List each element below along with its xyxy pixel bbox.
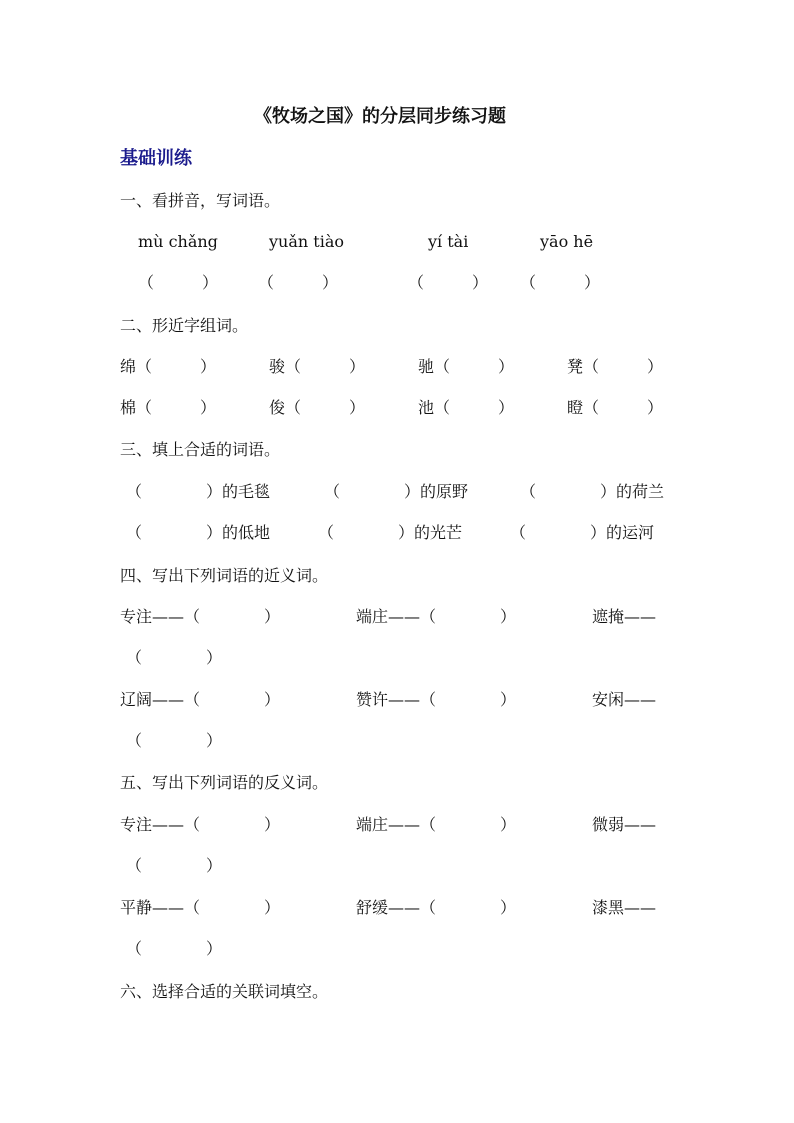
q2-item[interactable]: 池（ ） bbox=[418, 398, 515, 417]
q3-item[interactable]: （ ）的运河 bbox=[510, 523, 655, 542]
q4-item[interactable]: （ ） bbox=[126, 731, 223, 750]
q1-blank-4[interactable]: （ ） bbox=[520, 273, 601, 292]
q5-item[interactable]: 舒缓——（ ） bbox=[356, 898, 517, 917]
q5-item: 漆黑—— bbox=[592, 898, 657, 917]
q5-item[interactable]: 端庄——（ ） bbox=[356, 815, 517, 834]
q1-blank-1[interactable]: （ ） bbox=[138, 273, 219, 292]
q2-item[interactable]: 瞪（ ） bbox=[567, 398, 664, 417]
q2-heading: 二、形近字组词。 bbox=[120, 316, 249, 335]
q2-item[interactable]: 凳（ ） bbox=[567, 357, 664, 376]
q2-item[interactable]: 绵（ ） bbox=[120, 357, 217, 376]
q5-item: 微弱—— bbox=[592, 815, 657, 834]
q5-item[interactable]: 专注——（ ） bbox=[120, 815, 281, 834]
q4-item[interactable]: （ ） bbox=[126, 648, 223, 667]
q3-item[interactable]: （ ）的原野 bbox=[324, 482, 469, 501]
q4-item[interactable]: 赞许——（ ） bbox=[356, 690, 517, 709]
q1-pinyin-3: yí tài bbox=[428, 232, 469, 251]
q2-item[interactable]: 骏（ ） bbox=[269, 357, 366, 376]
q3-item[interactable]: （ ）的荷兰 bbox=[520, 482, 665, 501]
q5-item[interactable]: 平静——（ ） bbox=[120, 898, 281, 917]
q5-item[interactable]: （ ） bbox=[126, 939, 223, 958]
q1-blank-2[interactable]: （ ） bbox=[258, 273, 339, 292]
q3-heading: 三、填上合适的词语。 bbox=[120, 440, 281, 459]
q4-item[interactable]: 专注——（ ） bbox=[120, 607, 281, 626]
q1-pinyin-4: yāo hē bbox=[540, 232, 594, 251]
q3-item[interactable]: （ ）的低地 bbox=[126, 523, 271, 542]
section-heading: 基础训练 bbox=[120, 148, 192, 169]
q4-item[interactable]: 辽阔——（ ） bbox=[120, 690, 281, 709]
q1-pinyin-1: mù chǎng bbox=[138, 232, 218, 251]
q4-item[interactable]: 端庄——（ ） bbox=[356, 607, 517, 626]
q2-item[interactable]: 驰（ ） bbox=[418, 357, 515, 376]
q4-item: 遮掩—— bbox=[592, 607, 657, 626]
page-title: 《牧场之国》的分层同步练习题 bbox=[254, 106, 506, 127]
q5-item[interactable]: （ ） bbox=[126, 856, 223, 875]
q4-item: 安闲—— bbox=[592, 690, 657, 709]
q6-heading: 六、选择合适的关联词填空。 bbox=[120, 982, 329, 1001]
q2-item[interactable]: 俊（ ） bbox=[269, 398, 366, 417]
q3-item[interactable]: （ ）的毛毯 bbox=[126, 482, 271, 501]
q1-heading: 一、看拼音，写词语。 bbox=[120, 191, 281, 210]
q5-heading: 五、写出下列词语的反义词。 bbox=[120, 773, 329, 792]
q2-item[interactable]: 棉（ ） bbox=[120, 398, 217, 417]
q3-item[interactable]: （ ）的光芒 bbox=[318, 523, 463, 542]
q4-heading: 四、写出下列词语的近义词。 bbox=[120, 566, 329, 585]
q1-pinyin-2: yuǎn tiào bbox=[269, 232, 344, 251]
q1-blank-3[interactable]: （ ） bbox=[408, 273, 489, 292]
